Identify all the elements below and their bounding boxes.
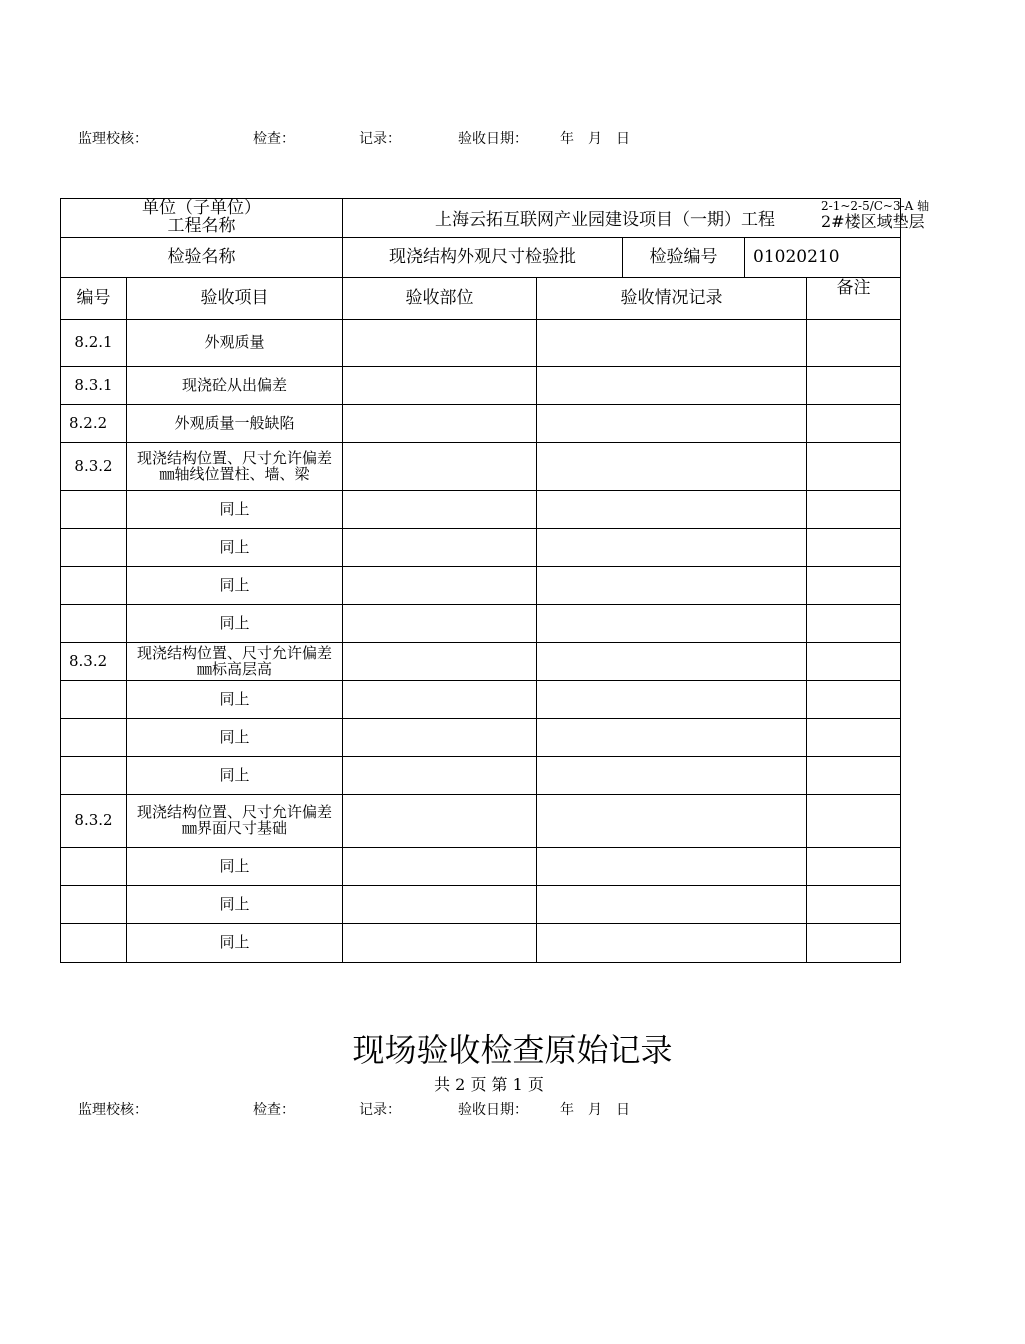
header-no: 编号	[61, 278, 127, 320]
row-record	[537, 605, 807, 643]
code-value: 01020210	[745, 238, 901, 278]
row-no	[61, 886, 127, 924]
top-signature-line	[0, 128, 950, 150]
row-remarks	[807, 848, 901, 886]
row-record	[537, 367, 807, 405]
table-row	[61, 848, 901, 886]
row-item: 同上	[127, 491, 343, 529]
row-item: 现浇砼从出偏差	[127, 367, 343, 405]
row-no	[61, 719, 127, 757]
row-location	[343, 924, 537, 963]
bottom-signature-line	[0, 1099, 950, 1121]
row-no	[61, 681, 127, 719]
row-no	[61, 924, 127, 963]
header-remarks: 备注	[807, 278, 901, 320]
table-row	[61, 719, 901, 757]
project-row	[61, 199, 901, 238]
table-row	[61, 405, 901, 443]
unit-label-line2: 工程名称	[167, 216, 236, 236]
record-label: 记录：	[359, 1102, 401, 1118]
row-remarks	[807, 886, 901, 924]
row-no	[61, 848, 127, 886]
row-no: 8.3.1	[61, 367, 127, 405]
table-body	[61, 320, 901, 963]
row-item: 现浇结构位置、尺寸允许偏差㎜标高层高	[127, 643, 343, 681]
row-location	[343, 443, 537, 491]
row-record	[537, 848, 807, 886]
table-row	[61, 924, 901, 963]
row-location	[343, 320, 537, 367]
project-axis: 2-1~2-5/C~3-A 轴	[821, 199, 930, 213]
row-record	[537, 320, 807, 367]
row-item: 同上	[127, 681, 343, 719]
row-item: 现浇结构位置、尺寸允许偏差㎜界面尺寸基础	[127, 795, 343, 848]
project-name: 上海云拓互联网产业园建设项目（一期）工程	[435, 210, 775, 230]
row-no	[61, 529, 127, 567]
row-record	[537, 443, 807, 491]
table-row	[61, 681, 901, 719]
row-no: 8.2.2	[61, 405, 127, 443]
header-item: 验收项目	[127, 278, 343, 320]
inspection-table	[60, 198, 930, 963]
row-remarks	[807, 529, 901, 567]
project-name-cell	[343, 199, 930, 238]
table-row	[61, 320, 901, 367]
table-row	[61, 367, 901, 405]
row-record	[537, 529, 807, 567]
row-no: 8.3.2	[61, 643, 127, 681]
table-row	[61, 567, 901, 605]
supervisor-label: 监理校核：	[78, 131, 148, 147]
row-no	[61, 567, 127, 605]
row-remarks	[807, 924, 901, 963]
row-record	[537, 886, 807, 924]
row-location	[343, 491, 537, 529]
row-remarks	[807, 605, 901, 643]
row-remarks	[807, 567, 901, 605]
row-location	[343, 367, 537, 405]
supervisor-label: 监理校核：	[78, 1102, 148, 1118]
row-item: 同上	[127, 848, 343, 886]
row-record	[537, 567, 807, 605]
table-row	[61, 491, 901, 529]
table-row	[61, 529, 901, 567]
row-record	[537, 757, 807, 795]
row-record	[537, 643, 807, 681]
row-remarks	[807, 757, 901, 795]
table-row	[61, 795, 901, 848]
row-item: 外观质量	[127, 320, 343, 367]
row-item: 同上	[127, 924, 343, 963]
row-item: 同上	[127, 605, 343, 643]
header-row	[61, 278, 901, 320]
row-location	[343, 886, 537, 924]
row-item: 同上	[127, 886, 343, 924]
row-item: 现浇结构位置、尺寸允许偏差㎜轴线位置柱、墙、梁	[127, 443, 343, 491]
row-location	[343, 567, 537, 605]
row-location	[343, 605, 537, 643]
row-location	[343, 719, 537, 757]
row-no	[61, 757, 127, 795]
table-row	[61, 605, 901, 643]
page-number: 共 2 页 第 1 页	[434, 1075, 544, 1094]
date-label: 验收日期：	[458, 1102, 528, 1118]
row-item: 外观质量一般缺陷	[127, 405, 343, 443]
page-title: 现场验收检查原始记录	[352, 1031, 673, 1069]
row-remarks	[807, 405, 901, 443]
row-remarks	[807, 320, 901, 367]
row-item: 同上	[127, 529, 343, 567]
unit-label-line1: 单位（子单位）	[142, 198, 261, 219]
date-value: 年 月 日	[560, 1102, 630, 1118]
project-area: 2#楼区域垫层	[821, 211, 925, 231]
batch-label: 检验名称	[61, 238, 343, 278]
row-location	[343, 848, 537, 886]
row-record	[537, 719, 807, 757]
record-label: 记录：	[359, 131, 401, 147]
check-label: 检查：	[253, 131, 295, 147]
row-record	[537, 405, 807, 443]
row-remarks	[807, 795, 901, 848]
row-record	[537, 491, 807, 529]
row-location	[343, 795, 537, 848]
code-label: 检验编号	[623, 238, 745, 278]
row-record	[537, 924, 807, 963]
header-location: 验收部位	[343, 278, 537, 320]
row-remarks	[807, 443, 901, 491]
check-label: 检查：	[253, 1102, 295, 1118]
row-no: 8.3.2	[61, 443, 127, 491]
batch-row	[61, 238, 901, 278]
table-row	[61, 886, 901, 924]
row-item: 同上	[127, 757, 343, 795]
row-no	[61, 605, 127, 643]
row-no: 8.2.1	[61, 320, 127, 367]
row-item: 同上	[127, 567, 343, 605]
row-remarks	[807, 681, 901, 719]
row-location	[343, 405, 537, 443]
row-remarks	[807, 367, 901, 405]
row-record	[537, 681, 807, 719]
row-no: 8.3.2	[61, 795, 127, 848]
row-location	[343, 681, 537, 719]
row-location	[343, 643, 537, 681]
date-label: 验收日期：	[458, 131, 528, 147]
date-value: 年 月 日	[560, 131, 630, 147]
row-remarks	[807, 719, 901, 757]
row-record	[537, 795, 807, 848]
row-remarks	[807, 643, 901, 681]
row-remarks	[807, 491, 901, 529]
batch-name: 现浇结构外观尺寸检验批	[343, 238, 623, 278]
row-location	[343, 529, 537, 567]
table-row	[61, 757, 901, 795]
table-row	[61, 643, 901, 681]
row-item: 同上	[127, 719, 343, 757]
table-row	[61, 443, 901, 491]
header-record: 验收情况记录	[537, 278, 807, 320]
row-no	[61, 491, 127, 529]
row-location	[343, 757, 537, 795]
unit-label	[61, 199, 343, 238]
